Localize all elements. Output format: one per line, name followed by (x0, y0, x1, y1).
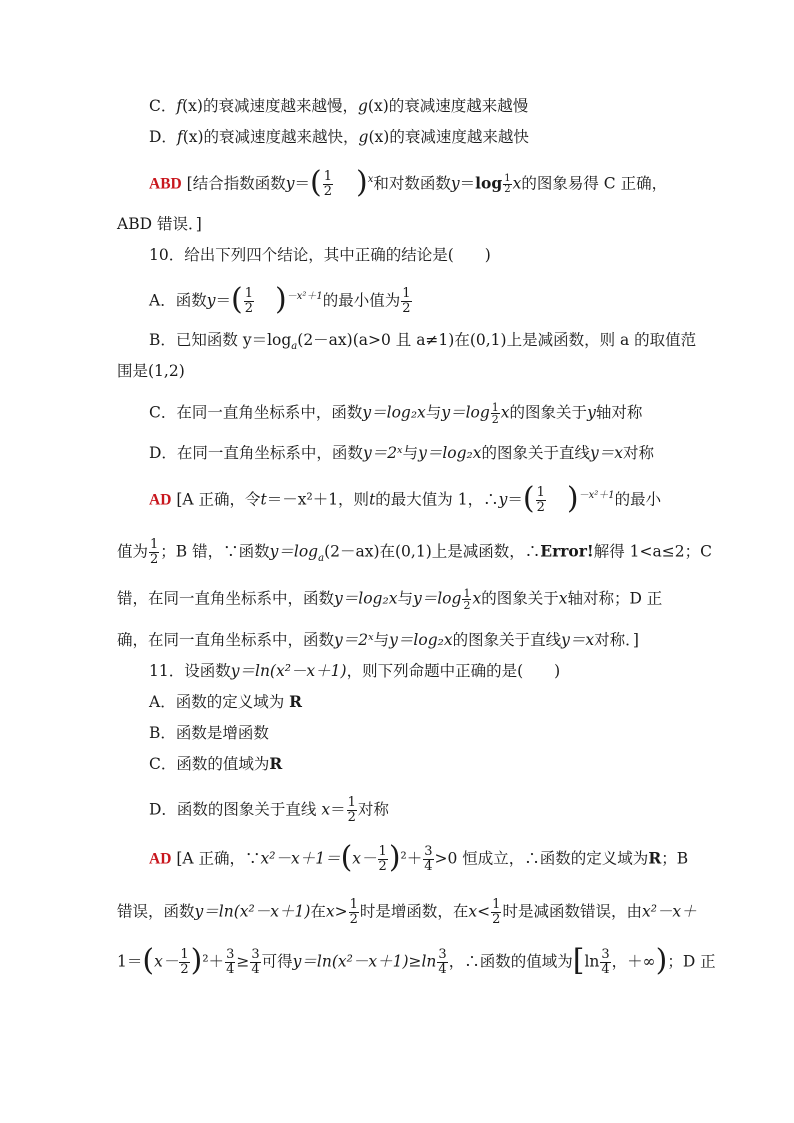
q10-stem: 10．给出下列四个结论，其中正确的结论是( ) (149, 246, 491, 264)
q10-option-b-line2: 围是(1,2) (117, 362, 185, 380)
q11-explanation-line3: 1＝(x－ $\frac{1}{2}$ )²＋ $\frac{3}{4}$ ≥ $\frac{3}{4}$ 可得y＝ln(x²－x＋1)≥ln $\frac{3}{4}$ ，∴函数的值域为[ln $\frac{3}{4}$ ，＋∞)；D 正 (117, 942, 716, 978)
q10-explanation-line4: 确，在同一直角坐标系中，函数y＝2ˣ与y＝log₂x的图象关于直线y＝x对称．] (117, 631, 639, 649)
q11-stem: 11．设函数y＝ln(x²－x＋1)，则下列命题中正确的是( ) (149, 662, 561, 680)
q10-answer: AD (149, 491, 172, 509)
q10-explanation-line3: 错，在同一直角坐标系中，函数y＝log₂x与y＝log $\frac{1}{2}$ x的图象关于x轴对称；D 正 (117, 587, 663, 612)
q10-option-b-line1: B．已知函数 $y=\log_a(2-ax)(a>0$ 且 a≠1)在(0,1)上是减函数，则 a 的取值范 (149, 331, 697, 352)
q11-option-d: D．函数的图象关于直线 x＝ $\frac{1}{2}$ 对称 (149, 795, 389, 825)
q9-option-d: D．f(x)的衰减速度越来越快，g(x)的衰减速度越来越快 (149, 128, 529, 146)
q11-option-c: C．函数的值域为R (149, 754, 283, 773)
q9-option-c: C．f(x)的衰减速度越来越慢，g(x)的衰减速度越来越慢 (149, 97, 529, 115)
q11-answer: AD (149, 850, 172, 868)
q9-explanation-line2: ABD 错误．] (117, 215, 202, 233)
q9-explanation-line1: ABD [结合指数函数y＝( $\frac{1}{2}$ )$^x$和对数函数y＝log $\frac{1}{2}$ x的图象易得 C 正确， (149, 164, 668, 200)
q10-option-c: C．在同一直角坐标系中，函数y＝log₂x与y＝log $\frac{1}{2}$ x的图象关于y轴对称 (149, 401, 643, 426)
q10-explanation-line1: AD [A 正确，令t＝－x²＋1，则t的最大值为 1，∴y＝( $\frac{1}{2}$ )$^{-x^2+1}$的最小 (149, 480, 662, 516)
q10-explanation-line2: 值为 $\frac{1}{2}$ ；B 错，∵函数$y=\log_a(2-ax)$在(0,1)上是减函数，∴Error!解得 1<a≤2；C (117, 537, 712, 567)
q10-option-d: D．在同一直角坐标系中，函数y＝2ˣ与y＝log₂x的图象关于直线y＝x对称 (149, 444, 655, 462)
q11-explanation-line2: 错误，函数y＝ln(x²－x＋1)在x> $\frac{1}{2}$ 时是增函数，在x< $\frac{1}{2}$ 时是减函数错误，由x²－x＋ (117, 897, 697, 927)
q11-explanation-line1: AD [A 正确，∵x²－x＋1＝(x－ $\frac{1}{2}$ )²＋ $\frac{3}{4}$ >0 恒成立，∴函数的定义域为R；B (149, 839, 689, 875)
q11-option-b: B．函数是增函数 (149, 724, 269, 742)
q11-option-a: A．函数的定义域为 R (149, 692, 303, 711)
q9-answer: ABD (149, 175, 182, 193)
q10-option-a: A．函数y＝( $\frac{1}{2}$ )$^{-x^2+1}$的最小值为 $\frac{1}{2}$ (149, 281, 411, 317)
